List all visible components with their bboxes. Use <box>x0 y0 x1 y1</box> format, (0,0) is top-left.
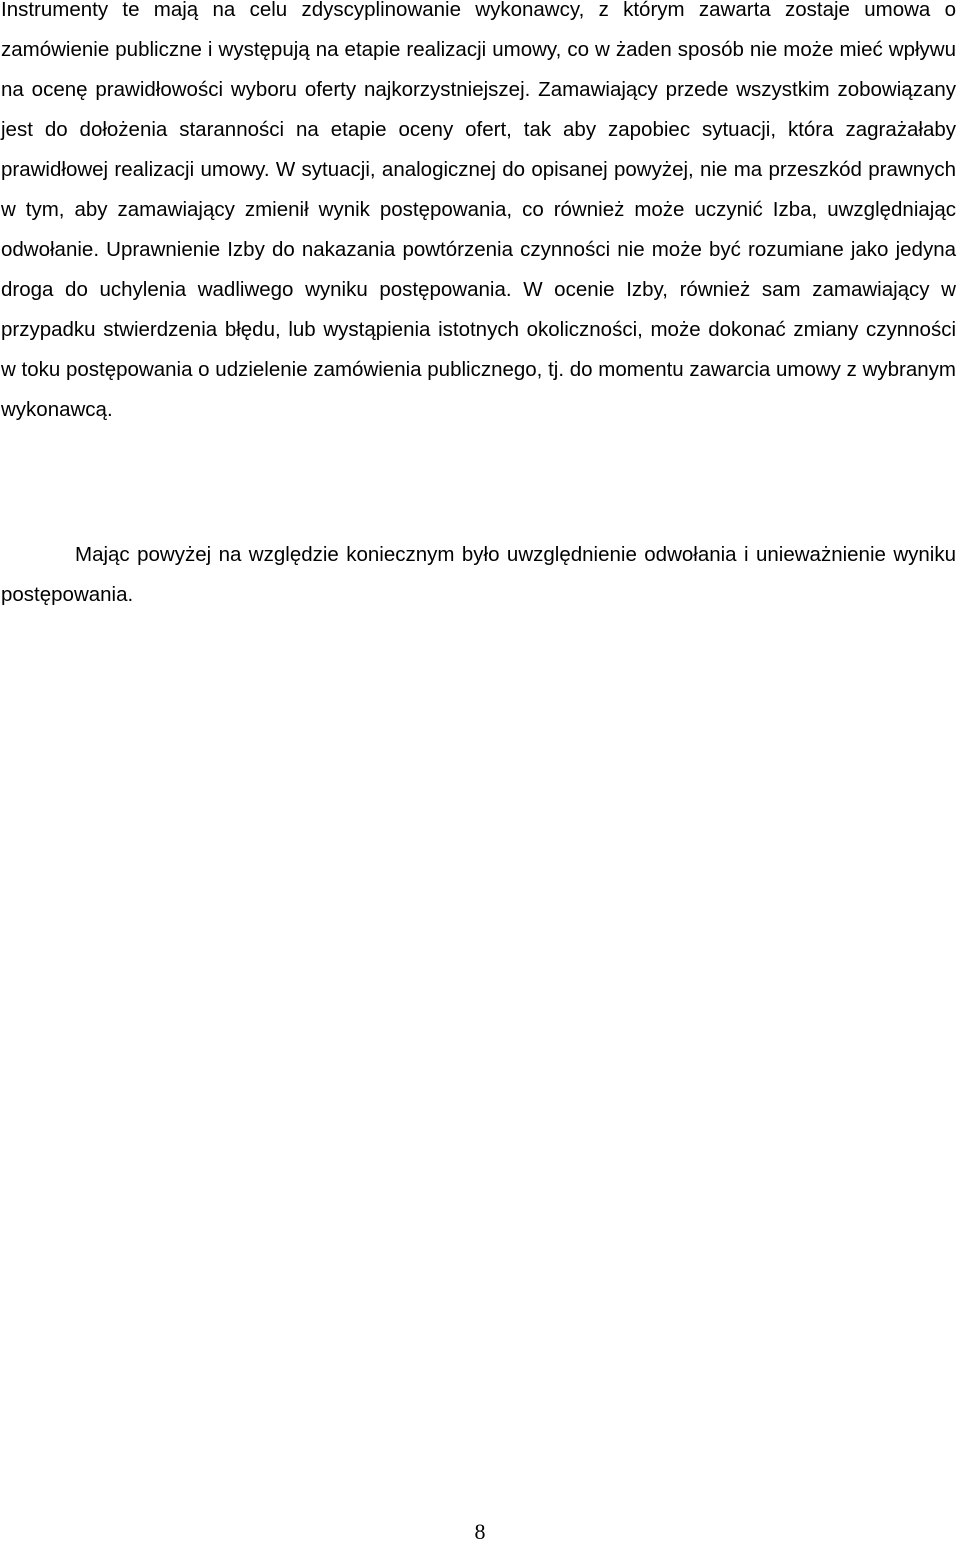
body-paragraph-2: Mając powyżej na względzie koniecznym było uwzględnienie odwołania i unieważnienie wyniku postępowania. <box>1 543 956 606</box>
body-paragraph-1: Instrumenty te mają na celu zdyscyplinowanie wykonawcy, z którym zawarta zostaje umowa o zamówienie publiczne i występują na etapie realizacji umowy, co w żaden sposób nie może mieć wpływu na ocenę prawidłowości wyboru oferty najkorzystniejszej. Zamawiający przede wszystkim zobowiązany jest do dołożenia staranności na etapie oceny ofert, tak aby zapobiec sytuacji, która zagrażałaby prawidłowej realizacji umowy. W sytuacji, analogicznej do opisanej powyżej, nie ma przeszkód prawnych w tym, aby zamawiający zmienił wynik postępowania, co również może uczynić Izba, uwzględniając odwołanie. Uprawnienie Izby do nakazania powtórzenia czynności nie może być rozumiane jako jedyna droga do uchylenia wadliwego wyniku postępowania. W ocenie Izby, również sam zamawiający w przypadku stwierdzenia błędu, lub wystąpienia istotnych okoliczności, może dokonać zmiany czynności w toku postępowania o udzielenie zamówienia publicznego, tj. do momentu zawarcia umowy z wybranym wykonawcą. <box>1 0 956 421</box>
page-number: 8 <box>474 1519 486 1544</box>
